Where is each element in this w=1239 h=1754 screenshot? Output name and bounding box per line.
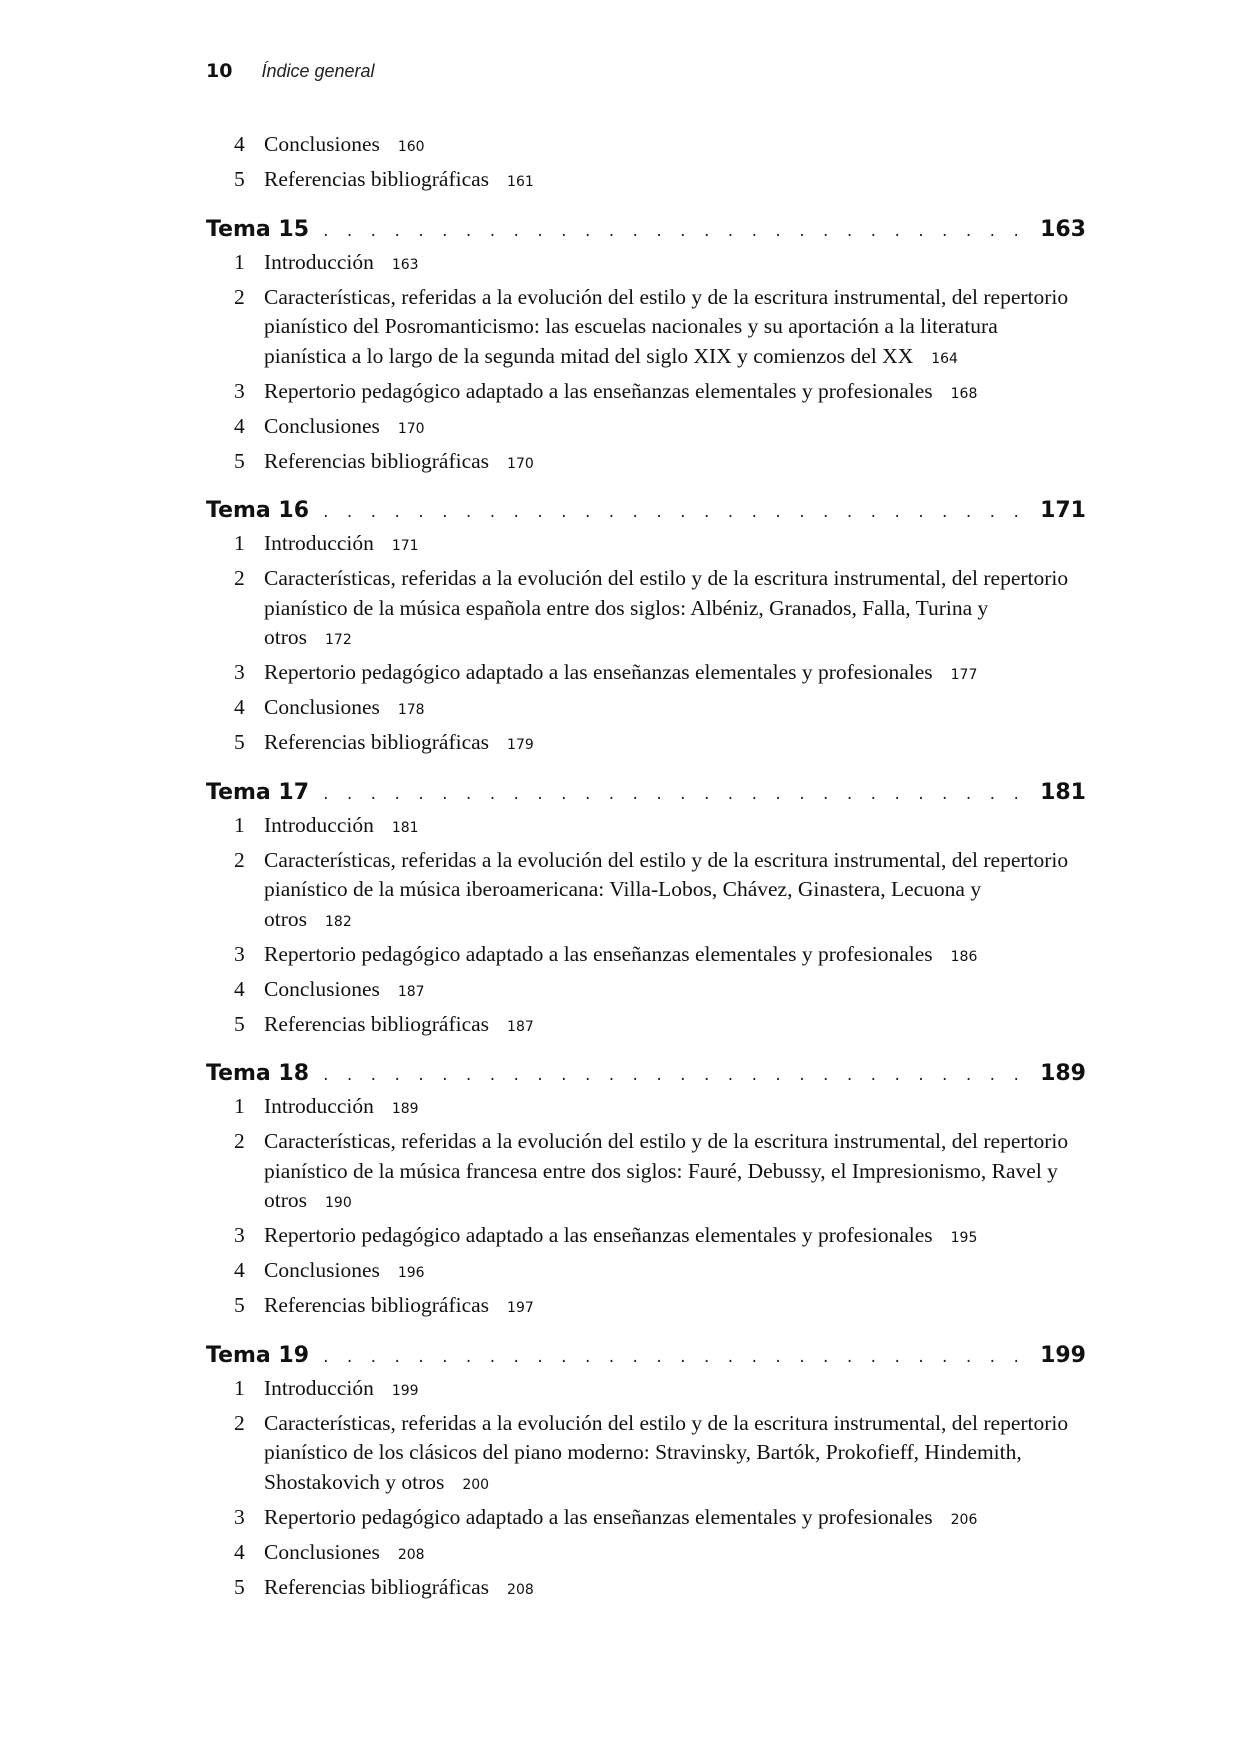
item-title: Referencias bibliográficas [264,448,490,473]
item-title: Referencias bibliográficas [264,167,490,191]
item-number: 5 [234,730,245,754]
toc-item[interactable] [206,412,1074,445]
toc-item[interactable] [206,1573,1074,1606]
tema-page: 199 [1040,1342,1086,1368]
running-title: Índice general [261,61,375,81]
item-title: Introducción [264,531,374,555]
item-title: Referencias bibliográficas [264,1011,490,1036]
running-header [206,60,375,82]
toc-item[interactable] [206,283,1074,375]
item-page: 200 [462,1476,490,1493]
item-page: 208 [507,1581,534,1598]
dot-leader [323,1059,1032,1091]
item-title: Características, referidas a la evolución del estilo y de la escritura instrumental, del repertorio pianístico del Posromanticismo: las escuelas nacionales y su aportación a la literatura pianística a lo largo de la segunda mitad del siglo XIX y comienzos del XX [264,284,1069,368]
item-title: Repertorio pedagógico adaptado a las enseñanzas elementales y profesionales [264,941,933,966]
tema-title: Tema 16 [206,498,310,523]
toc-item[interactable] [206,1256,1074,1289]
item-title: Introducción [264,249,374,274]
toc-item[interactable] [206,377,1074,410]
item-title: Referencias bibliográficas [264,730,490,754]
tema-page: 163 [1040,216,1086,242]
item-number: 4 [234,413,245,438]
item-page: 170 [397,420,425,437]
item-number: 1 [234,812,245,837]
item-title: Características, referidas a la evolución del estilo y de la escritura instrumental, del repertorio pianístico de los clásicos del piano moderno: Stravinsky, Bartók, Prokofieff, Hindemith, Shostakovich y otros [264,1410,1069,1494]
tema-title: Tema 19 [206,1342,310,1368]
dot-leader [323,1341,1032,1373]
dot-leader [323,778,1032,810]
item-title: Características, referidas a la evolución del estilo y de la escritura instrumental, del repertorio pianístico de la música española entre dos siglos: Albéniz, Granados, Falla, Turina y otros [264,566,1069,649]
toc-item[interactable] [206,529,1074,562]
tema-title: Tema 18 [206,1061,310,1086]
item-page: 179 [507,737,534,753]
item-number: 1 [234,249,245,274]
item-page: 190 [325,1195,352,1211]
item-page: 206 [950,1511,978,1528]
toc-item[interactable] [206,975,1074,1008]
item-number: 4 [234,132,245,156]
item-page: 178 [397,702,425,718]
tema-title: Tema 15 [206,216,310,242]
toc-item[interactable] [206,130,1074,163]
toc-item[interactable] [206,564,1074,656]
dot-leader [323,215,1032,247]
item-title: Conclusiones [264,413,380,438]
item-title: Características, referidas a la evolución del estilo y de la escritura instrumental, del repertorio pianístico de la música iberoamericana: Villa-Lobos, Chávez, Ginastera, Lecuona y otros [264,847,1069,931]
item-page: 168 [950,385,978,402]
tema-heading[interactable] [206,495,1086,528]
toc-item[interactable] [206,658,1074,691]
tema-items [206,248,1086,480]
item-number: 2 [234,847,245,872]
item-title: Conclusiones [264,695,380,719]
item-title: Referencias bibliográficas [264,1293,490,1317]
item-page: 197 [507,1300,534,1316]
item-number: 5 [234,448,245,473]
toc-item[interactable] [206,1221,1074,1254]
item-page: 163 [391,256,419,273]
item-page: 195 [950,1230,978,1246]
item-number: 3 [234,660,245,684]
item-page: 182 [325,913,352,930]
item-title: Repertorio pedagógico adaptado a las enseñanzas elementales y profesionales [264,660,933,684]
item-title: Introducción [264,812,374,837]
toc-item[interactable] [206,447,1074,480]
item-number: 1 [234,531,245,555]
item-page: 170 [507,455,534,472]
item-number: 3 [234,378,245,403]
dot-leader [323,496,1032,528]
toc-item[interactable] [206,811,1074,844]
item-title: Conclusiones [264,132,380,156]
item-page: 199 [391,1382,419,1399]
item-page: 187 [507,1018,534,1035]
item-number: 5 [234,1293,245,1317]
item-page: 177 [950,667,978,683]
tema-items [206,811,1086,1043]
toc-item[interactable] [206,248,1074,281]
item-page: 160 [397,139,425,155]
toc-item[interactable] [206,1010,1074,1043]
item-title: Características, referidas a la evolución del estilo y de la escritura instrumental, del repertorio pianístico de la música francesa entre dos siglos: Fauré, Debussy, el Impresionismo, Ravel y otros [264,1129,1069,1212]
tema-items [206,1092,1086,1324]
tema-page: 189 [1040,1061,1086,1086]
tema-page: 171 [1040,498,1086,523]
toc-item[interactable] [206,1092,1074,1125]
item-page: 208 [397,1546,425,1563]
lead-items [206,130,1086,198]
toc-item[interactable] [206,693,1074,726]
item-title: Conclusiones [264,1258,380,1282]
item-number: 2 [234,1410,245,1435]
item-page: 186 [950,948,978,965]
page-number: 10 [206,60,233,82]
toc-item[interactable] [206,1538,1074,1571]
item-number: 4 [234,976,245,1001]
item-title: Conclusiones [264,976,380,1001]
tema-heading[interactable] [206,777,1086,810]
item-page: 181 [391,819,419,836]
tema-heading[interactable] [206,1058,1086,1091]
item-number: 2 [234,1129,245,1153]
tema-title: Tema 17 [206,779,310,805]
toc-item[interactable] [206,165,1074,198]
item-page: 189 [391,1101,419,1117]
item-page: 187 [397,983,425,1000]
item-number: 4 [234,695,245,719]
item-number: 5 [234,167,245,191]
item-number: 2 [234,284,245,309]
toc-item[interactable] [206,1374,1074,1407]
item-number: 3 [234,1223,245,1247]
item-number: 5 [234,1574,245,1599]
item-number: 1 [234,1094,245,1118]
item-page: 161 [507,174,534,190]
item-page: 171 [391,538,419,554]
item-title: Repertorio pedagógico adaptado a las enseñanzas elementales y profesionales [264,378,933,403]
item-page: 164 [931,350,958,367]
item-number: 4 [234,1258,245,1282]
item-page: 172 [325,632,352,648]
table-of-contents [206,130,1086,1608]
tema-items [206,1374,1086,1606]
tema-page: 181 [1040,779,1086,805]
item-page: 196 [397,1265,425,1281]
item-number: 5 [234,1011,245,1036]
tema-heading[interactable] [206,1340,1086,1373]
item-title: Repertorio pedagógico adaptado a las enseñanzas elementales y profesionales [264,1223,933,1247]
item-title: Referencias bibliográficas [264,1574,490,1599]
item-title: Repertorio pedagógico adaptado a las enseñanzas elementales y profesionales [264,1504,933,1529]
item-number: 4 [234,1539,245,1564]
toc-item[interactable] [206,1503,1074,1536]
item-number: 2 [234,566,245,590]
tema-heading[interactable] [206,214,1086,247]
toc-item[interactable] [206,1127,1074,1219]
item-title: Conclusiones [264,1539,380,1564]
toc-item[interactable] [206,940,1074,973]
toc-item[interactable] [206,1291,1074,1324]
item-number: 1 [234,1375,245,1400]
toc-item[interactable] [206,846,1074,938]
item-number: 3 [234,941,245,966]
item-title: Introducción [264,1375,374,1400]
toc-item[interactable] [206,1409,1074,1501]
tema-items [206,529,1086,761]
item-number: 3 [234,1504,245,1529]
item-title: Introducción [264,1094,374,1118]
toc-item[interactable] [206,728,1074,761]
